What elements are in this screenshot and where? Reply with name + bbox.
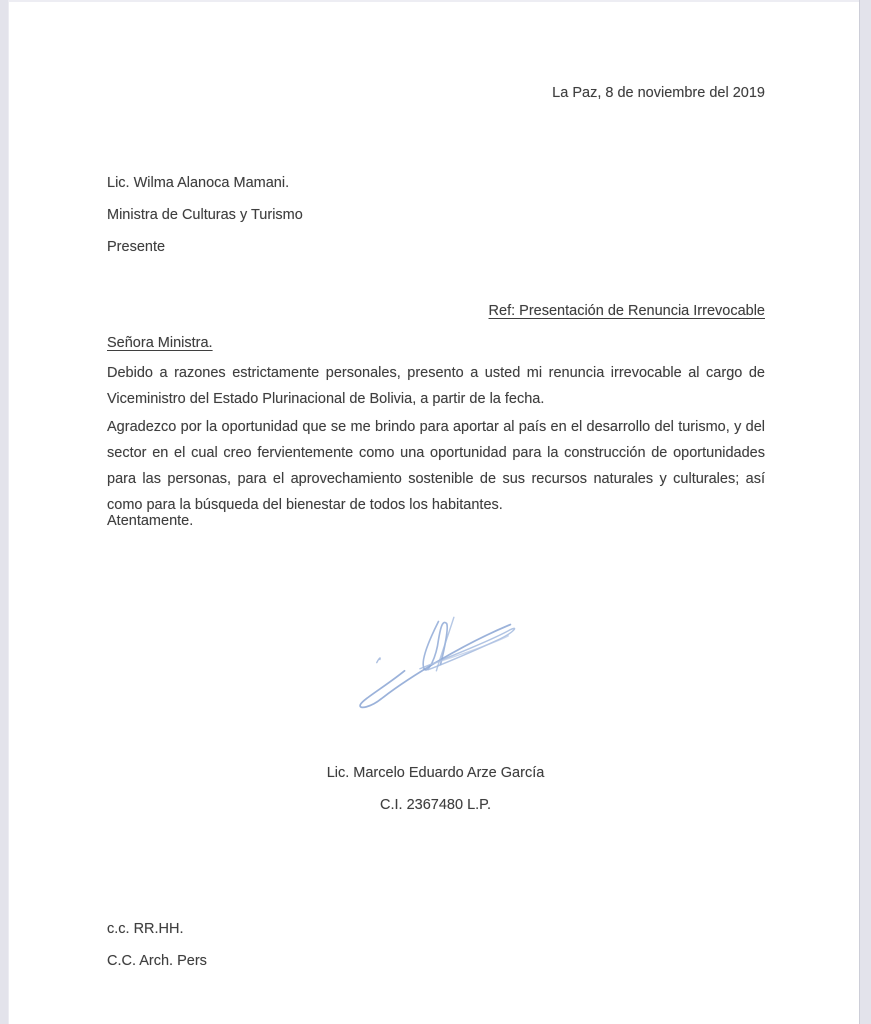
scan-edge-left — [0, 0, 9, 1024]
scan-edge-right — [859, 0, 871, 1024]
date-line: La Paz, 8 de noviembre del 2019 — [552, 85, 765, 101]
cc-line-2: C.C. Arch. Pers — [107, 953, 207, 969]
reference-line: Ref: Presentación de Renuncia Irrevocable — [488, 303, 765, 319]
recipient-title: Ministra de Culturas y Turismo — [107, 207, 303, 223]
scan-edge-top — [0, 0, 871, 2]
signer-id: C.I. 2367480 L.P. — [380, 797, 491, 813]
closing: Atentamente. — [107, 513, 194, 529]
signature-scribble-icon — [348, 610, 533, 710]
body-paragraph-1: Debido a razones estrictamente personales, presento a usted mi renuncia irrevocable al cargo de Viceministro del Estado Plurinacional de Bolivia, a partir de la fecha. — [107, 365, 765, 407]
recipient-name: Lic. Wilma Alanoca Mamani. — [107, 175, 290, 191]
signer-name: Lic. Marcelo Eduardo Arze García — [326, 765, 545, 781]
recipient-presente: Presente — [107, 239, 166, 255]
body-paragraph-2: Agradezco por la oportunidad que se me brindo para aportar al país en el desarrollo del turismo, y del sector en el cual creo fervientemente como una oportunidad para la construcción de oportunidades para las personas, para el aprovechamiento sostenible de sus recursos naturales y culturales; así como para la búsqueda del bienestar de todos los habitantes. — [107, 419, 765, 513]
cc-line-1: c.c. RR.HH. — [107, 921, 184, 937]
signature-image — [348, 610, 533, 710]
salutation: Señora Ministra. — [107, 335, 213, 351]
